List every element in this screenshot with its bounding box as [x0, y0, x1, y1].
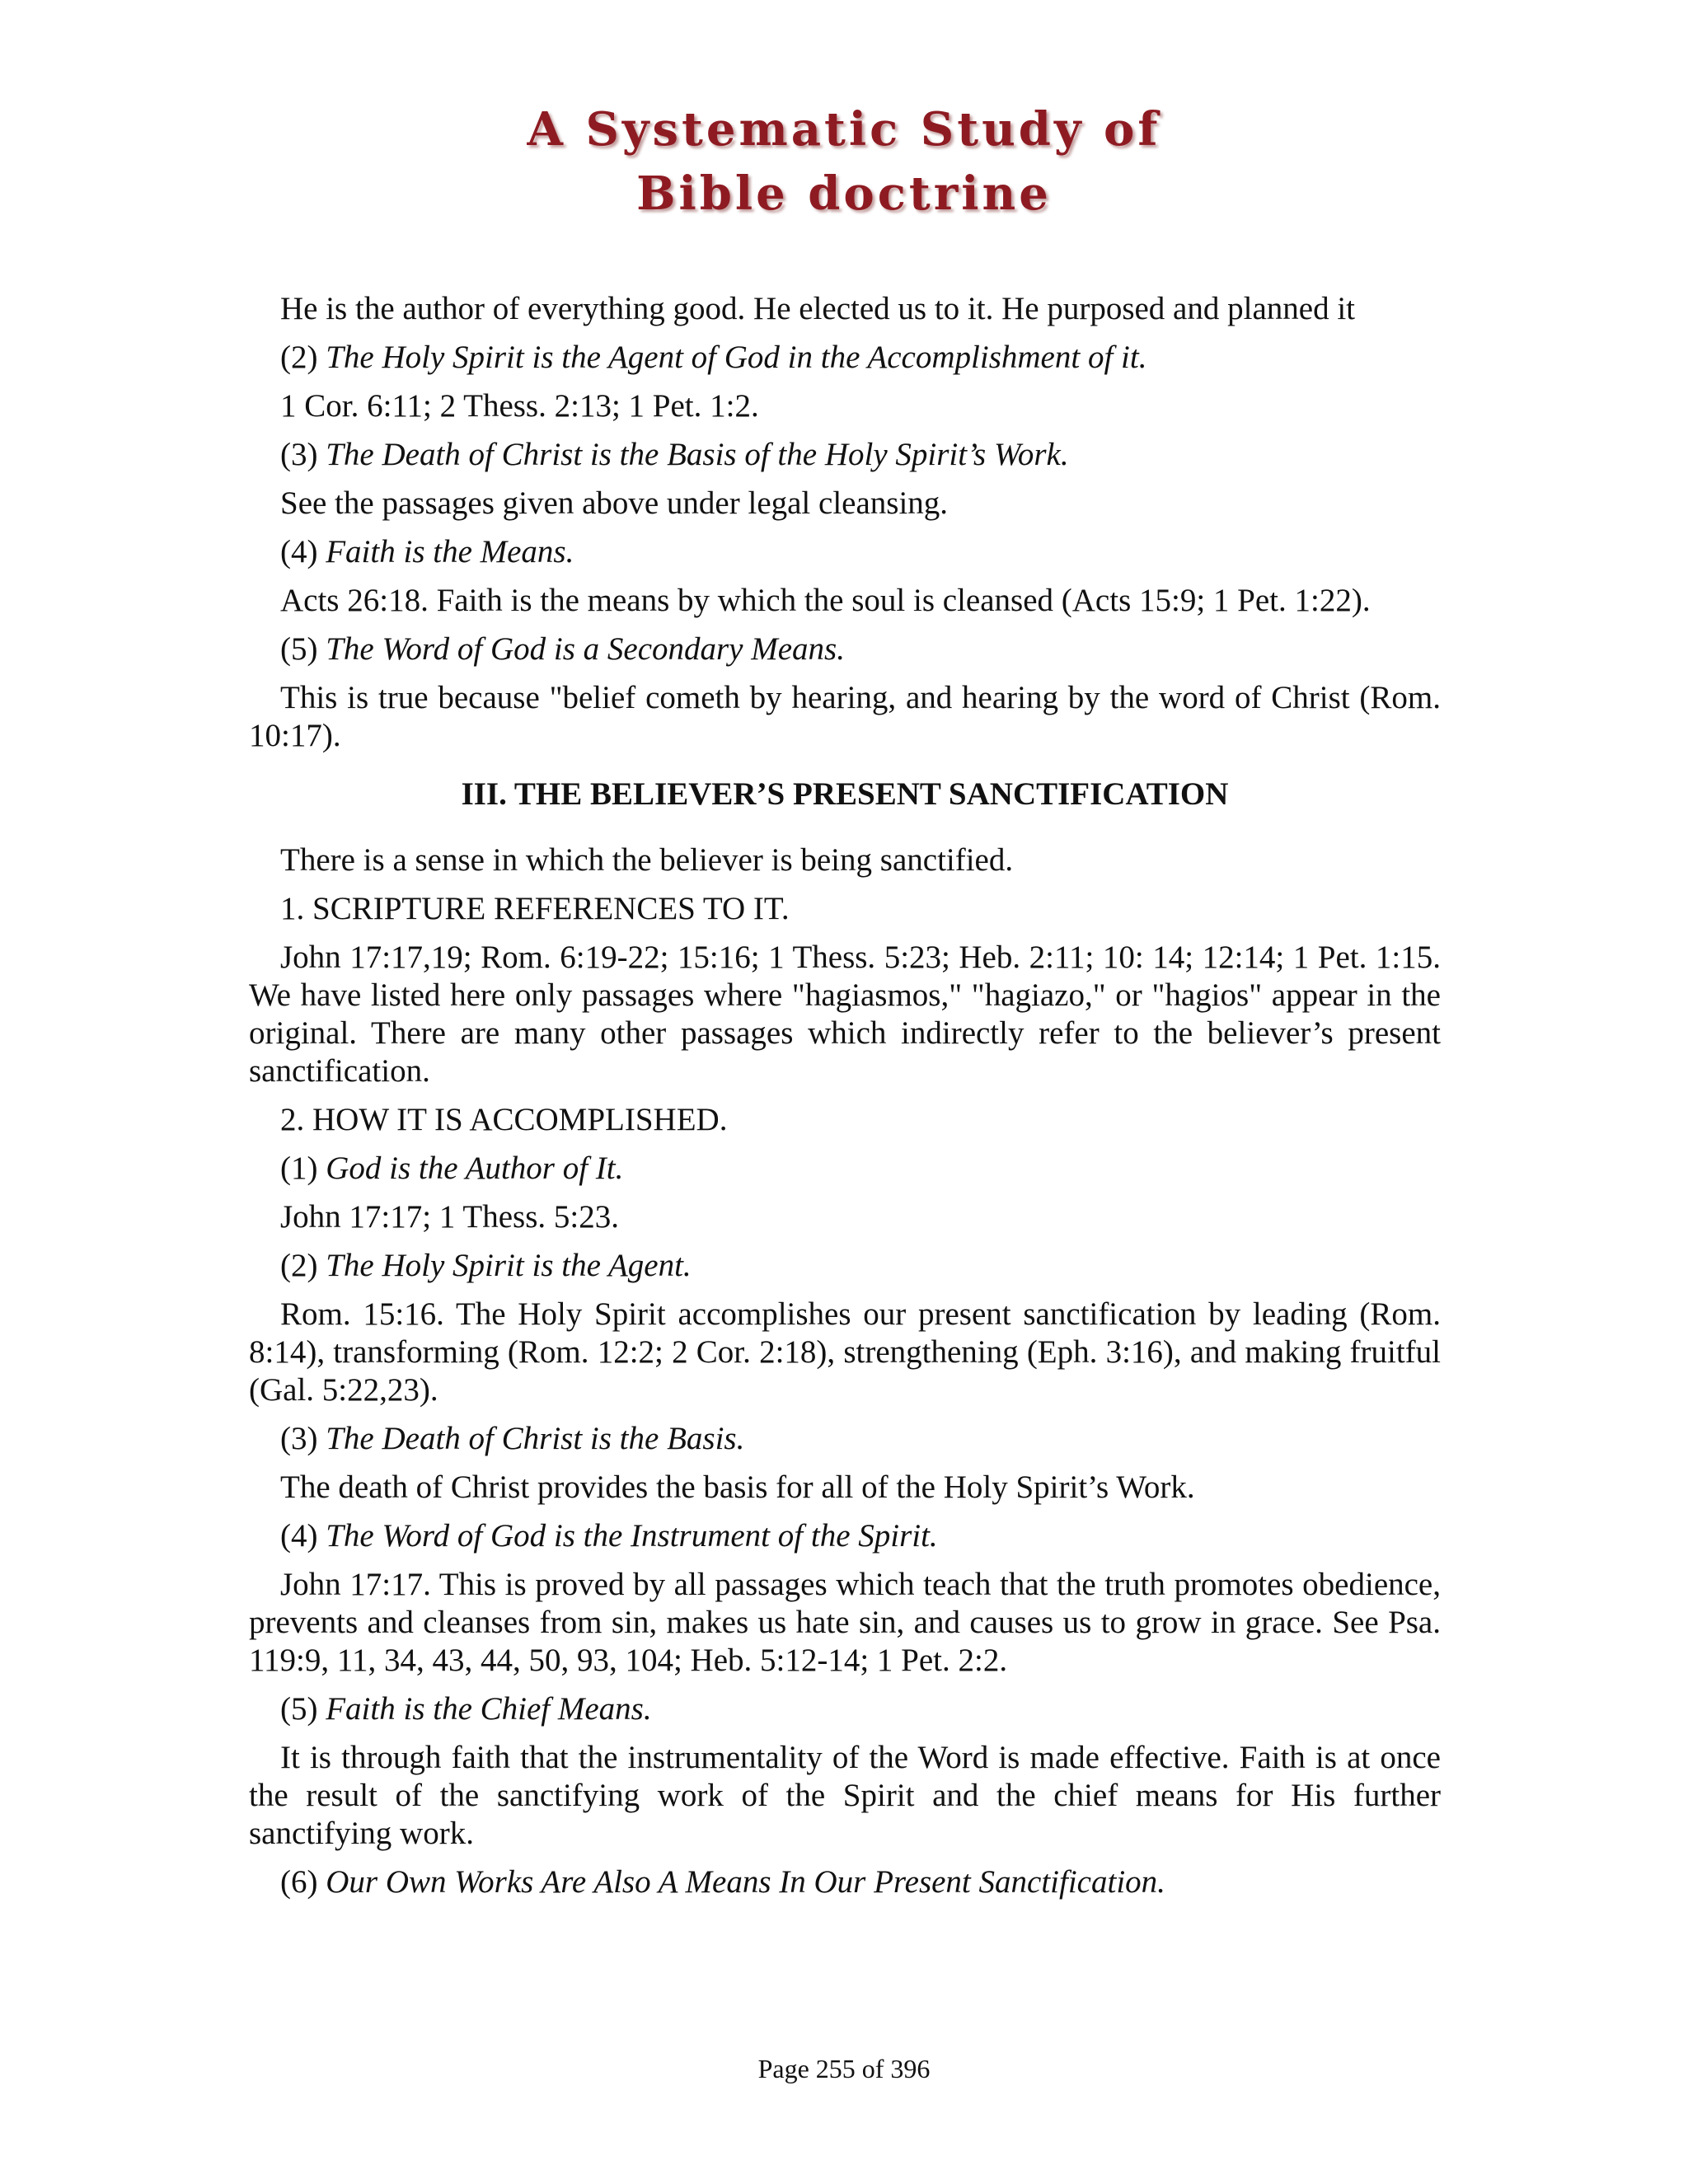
paragraph: There is a sense in which the believer is being sanctified. [280, 842, 1014, 878]
subpoint-heading [249, 339, 1441, 377]
paragraph: The death of Christ provides the basis for all of the Holy Spirit’s Work. [280, 1469, 1195, 1505]
subpoint-heading [249, 1517, 1441, 1555]
subpoint-title: Faith is the Means. [326, 534, 574, 569]
paragraph: John 17:17; 1 Thess. 5:23. [280, 1199, 619, 1235]
subpoint-title: God is the Author of It. [326, 1151, 624, 1186]
subpoint-number: (5) [280, 631, 326, 667]
subpoint-title: Our Own Works Are Also A Means In Our Present Sanctification. [326, 1864, 1165, 1900]
subpoint-number: (4) [280, 534, 326, 569]
paragraph: He is the author of everything good. He elected us to it. He purposed and planned it [280, 291, 1355, 326]
subpoint-number: (2) [280, 340, 326, 375]
paragraph: John 17:17,19; Rom. 6:19-22; 15:16; 1 Thess. 5:23; Heb. 2:11; 10: 14; 12:14; 1 Pet. 1:15. We have listed here only passages where "hagiasmos," "hagiazo," or "hagios" appear in the original. There are many other passages which indirectly refer to the believer’s present sanctification. [249, 940, 1441, 1089]
subpoint-number: (5) [280, 1691, 326, 1727]
logo-line-2: Bible doctrine [636, 166, 1052, 221]
section-heading: III. THE BELIEVER’S PRESENT SANCTIFICATION [461, 776, 1229, 812]
paragraph: Rom. 15:16. The Holy Spirit accomplishes our present sanctification by leading (Rom. 8:14), transforming (Rom. 12:2; 2 Cor. 2:18), strengthening (Eph. 3:16), and making fruitful (Gal. 5:22,23). [249, 1296, 1441, 1408]
paragraph: Acts 26:18. Faith is the means by which the soul is cleansed (Acts 15:9; 1 Pet. 1:22). [280, 583, 1371, 618]
subpoint-heading [249, 436, 1441, 474]
book-title-logo [0, 97, 1688, 226]
subpoint-heading [249, 533, 1441, 571]
subpoint-title: The Death of Christ is the Basis. [326, 1421, 745, 1456]
subpoint-heading [249, 1690, 1441, 1728]
subpoint-number: (3) [280, 1421, 326, 1456]
subpoint-number: (2) [280, 1248, 326, 1283]
paragraph: See the passages given above under legal cleansing. [280, 485, 949, 521]
subpoint-number: (6) [280, 1864, 326, 1900]
paragraph: 2. HOW IT IS ACCOMPLISHED. [280, 1102, 728, 1137]
subpoint-number: (4) [280, 1518, 326, 1554]
subpoint-heading [249, 1420, 1441, 1458]
paragraph: This is true because "belief cometh by hearing, and hearing by the word of Christ (Rom. 10:17). [249, 680, 1441, 753]
paragraph: John 17:17. This is proved by all passages which teach that the truth promotes obedience, prevents and cleanses from sin, makes us hate sin, and causes us to grow in grace. See Psa. 119:9, 11, 34, 43, 44, 50, 93, 104; Heb. 5:12-14; 1 Pet. 2:2. [249, 1567, 1441, 1678]
subpoint-title: The Death of Christ is the Basis of the Holy Spirit’s Work. [326, 437, 1069, 472]
logo-line-1: A Systematic Study of [527, 102, 1161, 157]
subpoint-title: The Word of God is the Instrument of the Spirit. [326, 1518, 938, 1554]
page-number: Page 255 of 396 [757, 2054, 931, 2083]
subpoint-heading [249, 1247, 1441, 1285]
subpoint-heading [249, 1863, 1441, 1901]
subpoint-title: Faith is the Chief Means. [326, 1691, 652, 1727]
subpoint-title: The Word of God is a Secondary Means. [326, 631, 845, 667]
subpoint-number: (1) [280, 1151, 326, 1186]
paragraph: It is through faith that the instrumentality of the Word is made effective. Faith is at once the result of the sanctifying work of the Spirit and the chief means for His further sanctifying work. [249, 1740, 1441, 1851]
subpoint-number: (3) [280, 437, 326, 472]
subpoint-heading [249, 630, 1441, 668]
paragraph: 1 Cor. 6:11; 2 Thess. 2:13; 1 Pet. 1:2. [280, 388, 759, 424]
subpoint-title: The Holy Spirit is the Agent. [326, 1248, 692, 1283]
page-body [249, 290, 1441, 1912]
subpoint-title: The Holy Spirit is the Agent of God in the Accomplishment of it. [326, 340, 1147, 375]
subpoint-heading [249, 1150, 1441, 1188]
paragraph: 1. SCRIPTURE REFERENCES TO IT. [280, 891, 790, 926]
